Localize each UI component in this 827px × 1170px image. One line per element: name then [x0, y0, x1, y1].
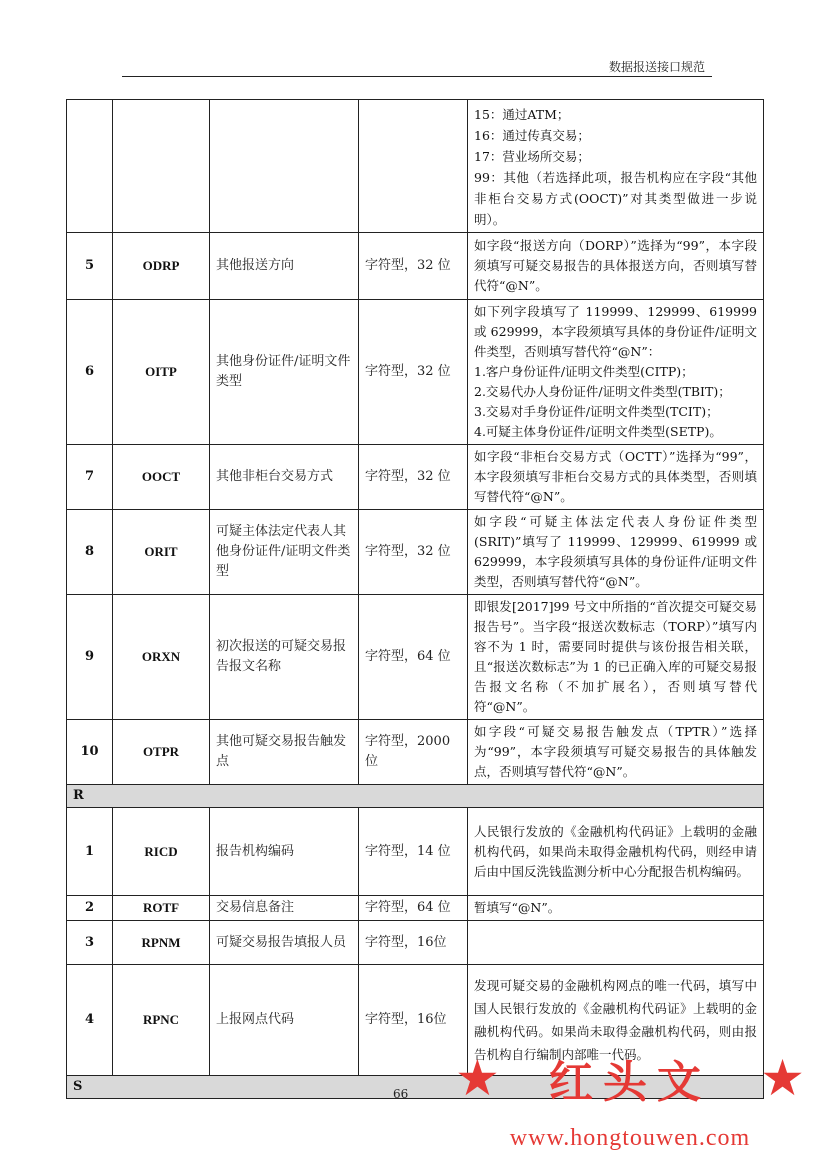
row-seq: 2	[67, 896, 113, 921]
row-field-type: 字符型，64 位	[359, 896, 468, 921]
row-field-type: 字符型，16位	[359, 965, 468, 1076]
row-desc: 如字段“报送方向（DORP）”选择为“99”，本字段须填写可疑交易报告的具体报送方向，否则填写替代符“@N”。	[468, 233, 764, 300]
row-field-name: 初次报送的可疑交易报告报文名称	[210, 595, 359, 720]
table-row	[67, 896, 764, 921]
table-row	[67, 720, 764, 785]
section-header-r	[67, 785, 764, 808]
row-seq: 10	[67, 720, 113, 785]
field-spec-table	[66, 99, 764, 1099]
row-field-type: 字符型，32 位	[359, 233, 468, 300]
row-desc: 人民银行发放的《金融机构代码证》上载明的金融机构代码，如果尚未取得金融机构代码，则经申请后由中国反洗钱监测分析中心分配报告机构编码。	[468, 808, 764, 896]
row-desc: 即银发[2017]99 号文中所指的“首次提交可疑交易报告号”。当字段“报送次数标志（TORP）”填写内容不为 1 时，需要同时提供与该份报告相关联，且“报送次数标志”为 1 的已正确入库的可疑交易报告报文名称（不加扩展名），否则填写替代符“@N”。	[468, 595, 764, 720]
desc-line: 99：其他（若选择此项，报告机构应在字段“其他非柜台交易方式(OOCT)”对其类型做进一步说明）。	[474, 170, 757, 227]
row-code: ORXN	[113, 595, 210, 720]
row-code: ORIT	[113, 510, 210, 595]
row-field-type: 字符型，14 位	[359, 808, 468, 896]
running-header: 数据报送接口规范	[608, 60, 705, 74]
row-seq: 9	[67, 595, 113, 720]
row-field-name: 其他身份证件/证明文件类型	[210, 300, 359, 445]
table-row	[67, 808, 764, 896]
row-field-name: 其他报送方向	[210, 233, 359, 300]
desc-line: 15：通过ATM；	[474, 107, 570, 122]
row-code: OITP	[113, 300, 210, 445]
row-field-name: 报告机构编码	[210, 808, 359, 896]
page-number: 66	[393, 1087, 409, 1101]
row-seq: 5	[67, 233, 113, 300]
section-label: S	[67, 1076, 764, 1099]
row-field-name: 可疑主体法定代表人其他身份证件/证明文件类型	[210, 510, 359, 595]
row-field-type: 字符型，2000 位	[359, 720, 468, 785]
table-row	[67, 300, 764, 445]
row-seq: 6	[67, 300, 113, 445]
row-code: RPNC	[113, 965, 210, 1076]
row-code: OTPR	[113, 720, 210, 785]
row-seq: 3	[67, 921, 113, 965]
row-field-name: 可疑交易报告填报人员	[210, 921, 359, 965]
watermark-logo	[455, 1048, 805, 1108]
desc-list-item: 2.交易代办人身份证件/证明文件类型(TBIT)；	[474, 384, 731, 399]
watermark-url: www.hongtouwen.com	[509, 1125, 751, 1151]
row-desc: 如字段“可疑交易报告触发点（TPTR）”选择为“99”，本字段须填写可疑交易报告的具体触发点，否则填写替代符“@N”。	[468, 720, 764, 785]
empty-cell	[113, 100, 210, 233]
empty-cell	[67, 100, 113, 233]
table-row	[67, 595, 764, 720]
row-field-type: 字符型，16位	[359, 921, 468, 965]
row-seq: 7	[67, 445, 113, 510]
row-seq: 8	[67, 510, 113, 595]
header-rule	[122, 76, 712, 77]
row-field-type: 字符型，32 位	[359, 445, 468, 510]
row-code: RPNM	[113, 921, 210, 965]
table-row	[67, 233, 764, 300]
row-field-type: 字符型，64 位	[359, 595, 468, 720]
row-code: OOCT	[113, 445, 210, 510]
section-label: R	[67, 785, 764, 808]
row-seq: 1	[67, 808, 113, 896]
empty-cell	[210, 100, 359, 233]
row-desc: 如字段“非柜台交易方式（OCTT）”选择为“99”，本字段须填写非柜台交易方式的具体类型，否则填写替代符“@N”。	[468, 445, 764, 510]
row-code: RICD	[113, 808, 210, 896]
row-desc: 如字段“可疑主体法定代表人身份证件类型(SRIT)”填写了 119999、129999、619999 或 629999，本字段须填写具体的身份证件/证明文件类型，否则填写替代符“@N”。	[468, 510, 764, 595]
empty-cell	[359, 100, 468, 233]
star-icon: ★	[760, 1049, 805, 1107]
row-field-name: 其他可疑交易报告触发点	[210, 720, 359, 785]
row-field-name: 交易信息备注	[210, 896, 359, 921]
row-seq: 4	[67, 965, 113, 1076]
row-code: ROTF	[113, 896, 210, 921]
row-desc: 暂填写“@N”。	[468, 896, 764, 921]
row-desc	[468, 300, 764, 445]
desc-list-item: 1.客户身份证件/证明文件类型(CITP)；	[474, 364, 694, 379]
row-field-name: 其他非柜台交易方式	[210, 445, 359, 510]
table-row	[67, 921, 764, 965]
desc-line: 16：通过传真交易；	[474, 128, 590, 143]
row-desc	[468, 921, 764, 965]
row-field-name: 上报网点代码	[210, 965, 359, 1076]
row-field-type: 字符型，32 位	[359, 300, 468, 445]
star-icon: ★	[455, 1049, 500, 1107]
table-row	[67, 510, 764, 595]
row-desc: 发现可疑交易的金融机构网点的唯一代码，填写中国人民银行发放的《金融机构代码证》上载明的金融机构代码。如果尚未取得金融机构代码，则由报告机构自行编制内部唯一代码。	[468, 965, 764, 1076]
continuation-desc	[468, 100, 764, 233]
table-row-continuation	[67, 100, 764, 233]
row-code: ODRP	[113, 233, 210, 300]
desc-list-item: 4.可疑主体身份证件/证明文件类型(SETP)。	[474, 424, 722, 439]
row-field-type: 字符型，32 位	[359, 510, 468, 595]
desc-line: 17：营业场所交易；	[474, 149, 590, 164]
watermark-text: 红头文	[549, 1057, 711, 1108]
table-row	[67, 445, 764, 510]
desc-intro: 如下列字段填写了 119999、129999、619999 或 629999，本字段须填写具体的身份证件/证明文件类型，否则填写替代符“@N”：	[474, 304, 757, 359]
desc-list-item: 3.交易对手身份证件/证明文件类型(TCIT)；	[474, 404, 719, 419]
